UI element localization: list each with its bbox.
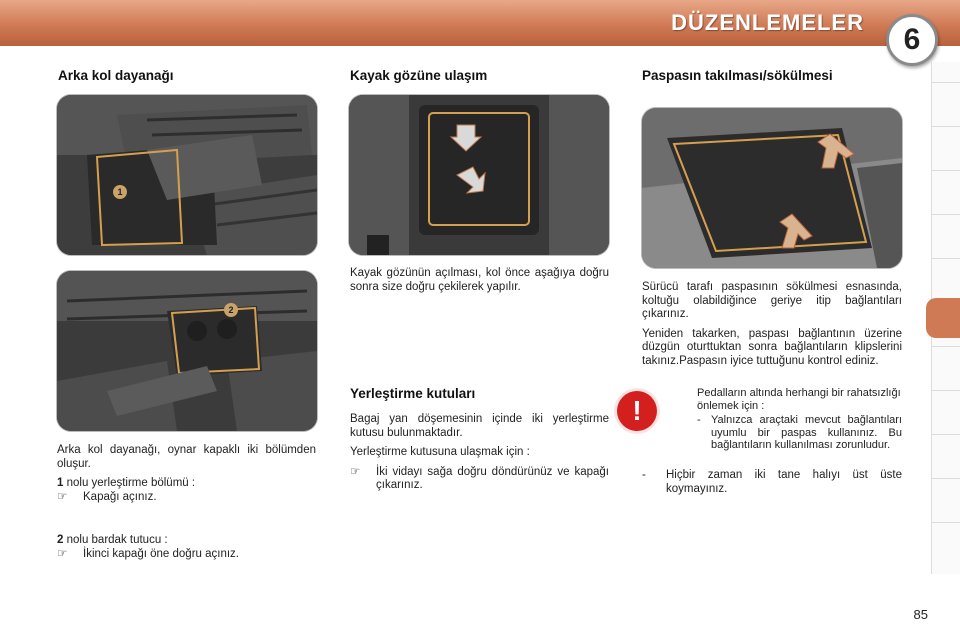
side-tab[interactable] — [932, 126, 960, 127]
floor-mat-refit: Yeniden takarken, paspası bağlantının üzerine düzgün oturttuktan sonra bağlantıların klipslerini takınız.Paspasın iyice tuttuğunu kontrol ediniz. — [642, 327, 902, 367]
pointing-hand-icon: ☞ — [57, 547, 68, 560]
pointing-hand-icon: ☞ — [57, 490, 68, 503]
section-title-ski-hatch: Kayak gözüne ulaşım — [350, 68, 488, 83]
exclamation-warning-icon: ! — [617, 391, 657, 431]
dash: - — [642, 469, 646, 481]
col2-storage-text — [350, 413, 609, 493]
warning-item2-row — [642, 469, 902, 496]
ski-hatch-text: Kayak gözünün açılması, kol önce aşağıya doğru sonra size doğru çekilerek yapılır. — [350, 267, 609, 293]
warning-item1: Yalnızca araçtaki mevcut bağlantıları uyumlu bir paspas kullanınız. Bu bağlantıların kullanılması zorunludur. — [711, 414, 902, 451]
item1-bullet: Kapağı açınız. — [83, 490, 157, 503]
page-title: DÜZENLEMELER — [671, 10, 864, 35]
col1-text — [57, 444, 316, 504]
armrest-photo-1 — [57, 95, 317, 255]
floor-mat-photo — [642, 108, 902, 268]
storage-bullet: İki vidayı sağa doğru döndürünüz ve kapağı çıkarınız. — [376, 465, 609, 491]
section-title-floor-mat: Paspasın takılması/sökülmesi — [642, 68, 833, 83]
armrest-photo-2 — [57, 271, 317, 431]
ski-hatch-photo — [349, 95, 609, 255]
dash: - — [697, 414, 701, 426]
side-tab[interactable] — [932, 390, 960, 391]
side-tab[interactable] — [932, 258, 960, 259]
storage-access: Yerleştirme kutusuna ulaşmak için : — [350, 446, 530, 458]
side-tab[interactable] — [932, 346, 960, 347]
section-title-rear-armrest: Arka kol dayanağı — [58, 68, 174, 83]
item2-number: 2 — [57, 534, 64, 546]
marker-2: 2 — [224, 303, 238, 317]
item1-bullet-row — [57, 491, 316, 505]
warning-item2: Hiçbir zaman iki tane halıyı üst üste koymayınız. — [666, 469, 902, 495]
item2-line — [57, 534, 316, 548]
side-tab[interactable] — [932, 170, 960, 171]
item1-line — [57, 477, 316, 491]
side-tab[interactable] — [932, 434, 960, 435]
floor-mat-removal: Sürücü tarafı paspasının sökülmesi esnasında, koltuğu olabildiğince geriye itip bağlantıları çıkarınız. — [642, 281, 902, 320]
pointing-hand-icon: ☞ — [350, 465, 361, 478]
storage-intro: Bagaj yan döşemesinin içinde iki yerleştirme kutusu bulunmaktadır. — [350, 413, 609, 439]
side-tab-active-chapter[interactable] — [926, 298, 960, 338]
col1-text-2 — [57, 534, 316, 561]
side-tab[interactable] — [932, 522, 960, 523]
side-tab[interactable] — [932, 478, 960, 479]
side-tab[interactable] — [932, 82, 960, 83]
item2-text: nolu bardak tutucu : — [63, 534, 168, 546]
page-number: 85 — [913, 607, 928, 622]
item1-text: nolu yerleştirme bölümü : — [63, 477, 196, 489]
col3-text — [642, 281, 902, 374]
chapter-number-badge: 6 — [886, 14, 938, 66]
warning-box — [697, 387, 902, 452]
warning-intro: Pedalların altında herhangi bir rahatsızlığı önlemek için : — [697, 387, 901, 412]
side-tab[interactable] — [932, 214, 960, 215]
item1-number: 1 — [57, 477, 64, 489]
warning-item2-block — [642, 469, 902, 496]
warning-item1-row — [697, 414, 902, 452]
storage-bullet-row — [350, 466, 609, 493]
item2-bullet-row — [57, 548, 316, 562]
section-title-storage-boxes: Yerleştirme kutuları — [350, 386, 476, 401]
item2-bullet: İkinci kapağı öne doğru açınız. — [83, 547, 239, 560]
marker-1: 1 — [113, 185, 127, 199]
armrest-intro: Arka kol dayanağı, oynar kapaklı iki bölümden oluşur. — [57, 444, 316, 470]
